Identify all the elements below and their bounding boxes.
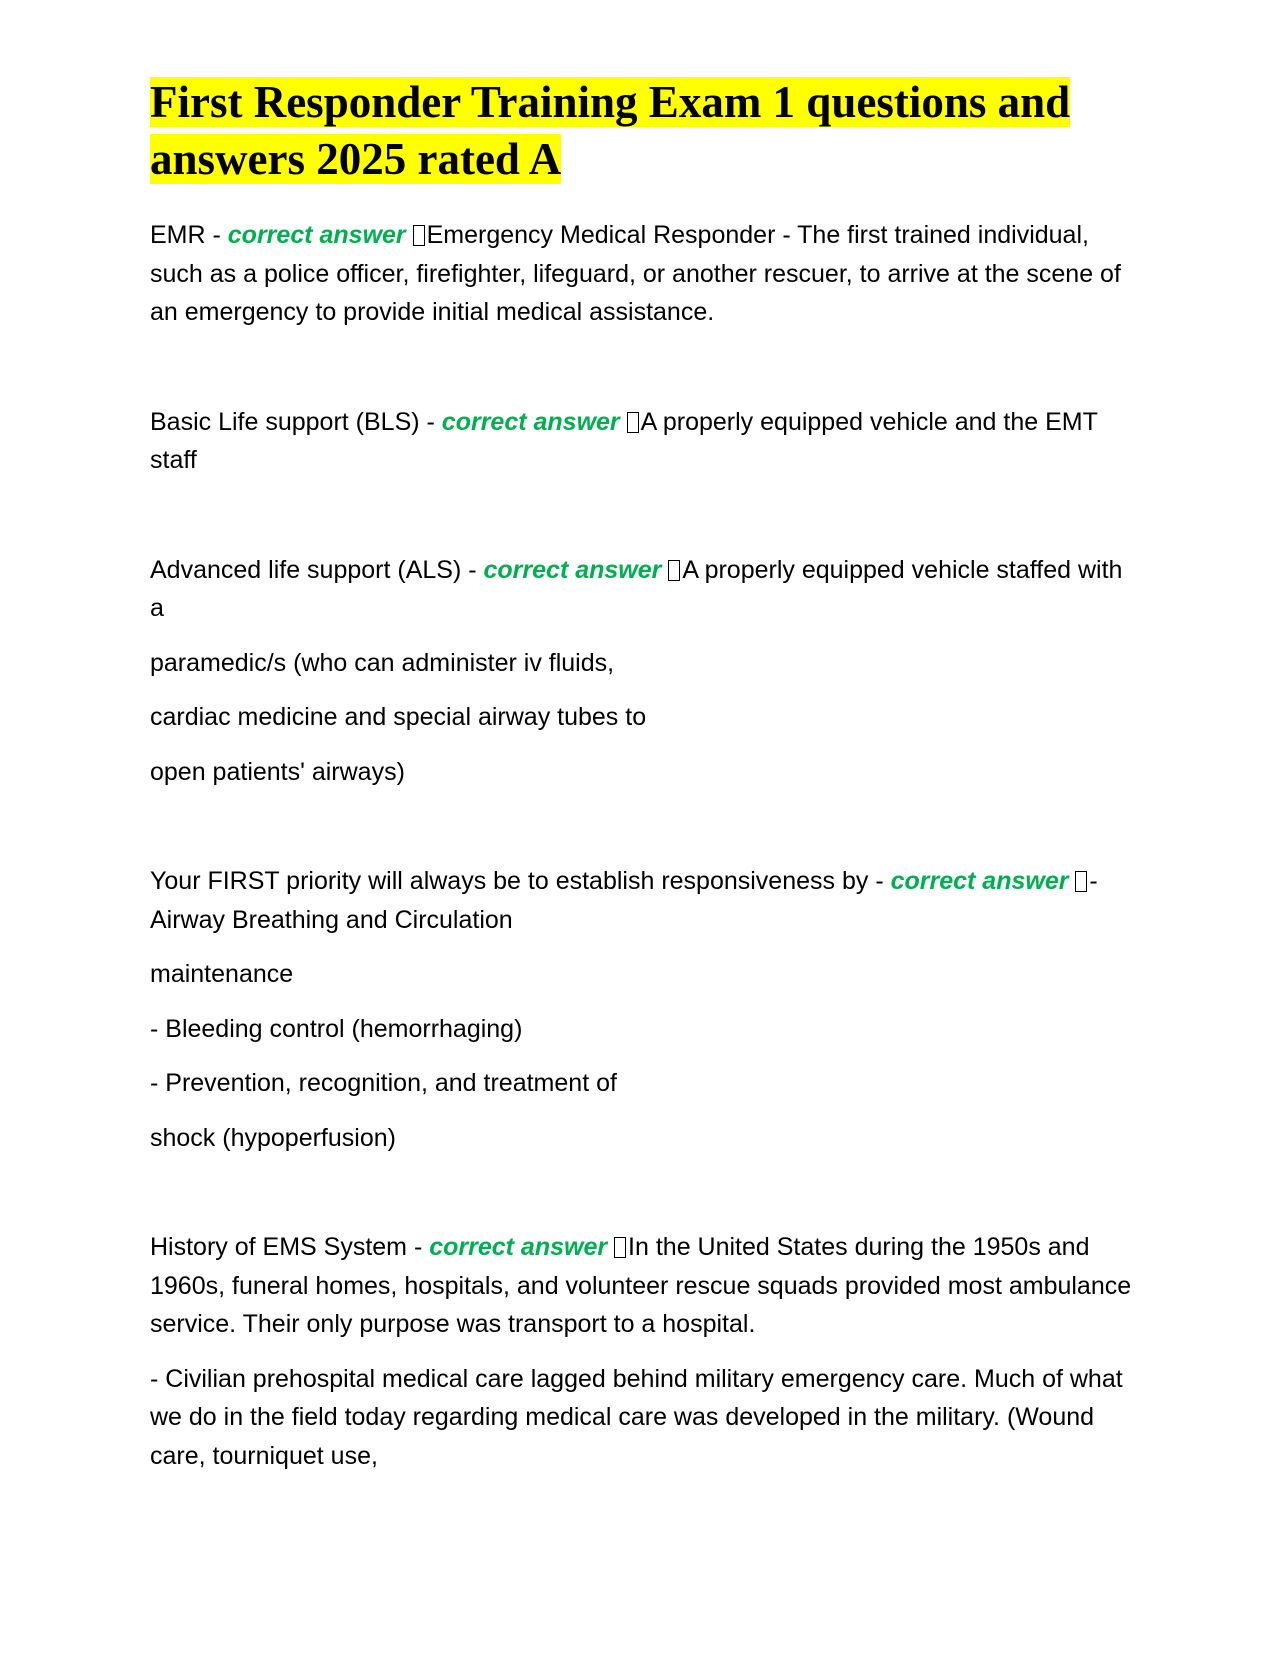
qa-item	[150, 403, 1140, 480]
qa-answer-text: A properly equipped vehicle staffed with a	[150, 555, 1123, 622]
qa-answer-line: shock (hypoperfusion)	[150, 1123, 396, 1152]
qa-question: Basic Life support (BLS)	[150, 407, 420, 436]
qa-item	[150, 216, 1140, 332]
qa-answer-line: maintenance	[150, 960, 294, 988]
qa-question-line: EMR - correct answer Emergency Medical Responder - The first trained individual, such as a police officer, firefighter, lifeguard, or another rescuer, to arrive at the scene of an emergency to provide initial medical assistance.	[150, 221, 1121, 326]
qa-item	[150, 551, 1140, 792]
qa-answer-line: paramedic/s (who can administer iv fluids,	[150, 648, 615, 677]
box-glyph-icon	[668, 560, 680, 581]
box-glyph-icon	[627, 412, 639, 433]
qa-answer-line: cardiac medicine and special airway tubes to	[150, 703, 647, 731]
correct-answer-label: correct answer	[429, 1233, 608, 1261]
correct-answer-label: correct answer	[890, 867, 1069, 895]
title-highlight: First Responder Training Exam 1 questions and answers 2025 rated A	[150, 77, 1071, 184]
qa-answer-text: - Airway Breathing and Circulation	[150, 867, 1098, 934]
qa-question-line: Basic Life support (BLS) - correct answer A properly equipped vehicle and the EMT staff	[150, 407, 1098, 474]
qa-answer-line: - Prevention, recognition, and treatment of	[150, 1069, 617, 1097]
qa-item	[150, 862, 1140, 1157]
qa-answer-text: In the United States during the 1950s and 1960s, funeral homes, hospitals, and volunteer rescue squads provided most ambulance service. Their only purpose was transport to a hospital.	[150, 1233, 1132, 1338]
qa-item	[150, 1228, 1140, 1475]
qa-question-line: History of EMS System - correct answer In the United States during the 1950s and 1960s, funeral homes, hospitals, and volunteer rescue squads provided most ambulance service. Their only purpose was transport to a hospital.	[150, 1233, 1132, 1338]
qa-list	[150, 216, 1140, 1475]
box-glyph-icon	[413, 225, 425, 246]
qa-answer-line: - Civilian prehospital medical care lagged behind military emergency care. Much of what we do in the field today regarding medical care was developed in the military. (Wound care, tourniquet use,	[150, 1364, 1123, 1470]
qa-answer-text: A properly equipped vehicle and the EMT staff	[150, 407, 1098, 474]
qa-question: EMR	[150, 221, 206, 249]
qa-answer-text: Emergency Medical Responder - The first trained individual, such as a police officer, firefighter, lifeguard, or another rescuer, to arrive at the scene of an emergency to provide initial medical assistance.	[150, 221, 1121, 326]
qa-question: History of EMS System	[150, 1233, 407, 1261]
document-page	[150, 74, 1140, 1475]
correct-answer-label: correct answer	[441, 407, 620, 436]
document-title	[150, 74, 1140, 188]
qa-question: Advanced life support (ALS)	[150, 555, 462, 584]
qa-answer-line: - Bleeding control (hemorrhaging)	[150, 1014, 523, 1043]
qa-question-line: Your FIRST priority will always be to establish responsiveness by - correct answer - Airway Breathing and Circulation	[150, 867, 1098, 934]
box-glyph-icon	[1075, 871, 1087, 892]
correct-answer-label: correct answer	[483, 555, 662, 584]
qa-answer-line: open patients' airways)	[150, 757, 405, 786]
qa-question: Your FIRST priority will always be to establish responsiveness by	[150, 867, 869, 895]
box-glyph-icon	[614, 1237, 626, 1258]
qa-question-line: Advanced life support (ALS) - correct answer A properly equipped vehicle staffed with a	[150, 555, 1123, 622]
correct-answer-label: correct answer	[227, 221, 406, 249]
